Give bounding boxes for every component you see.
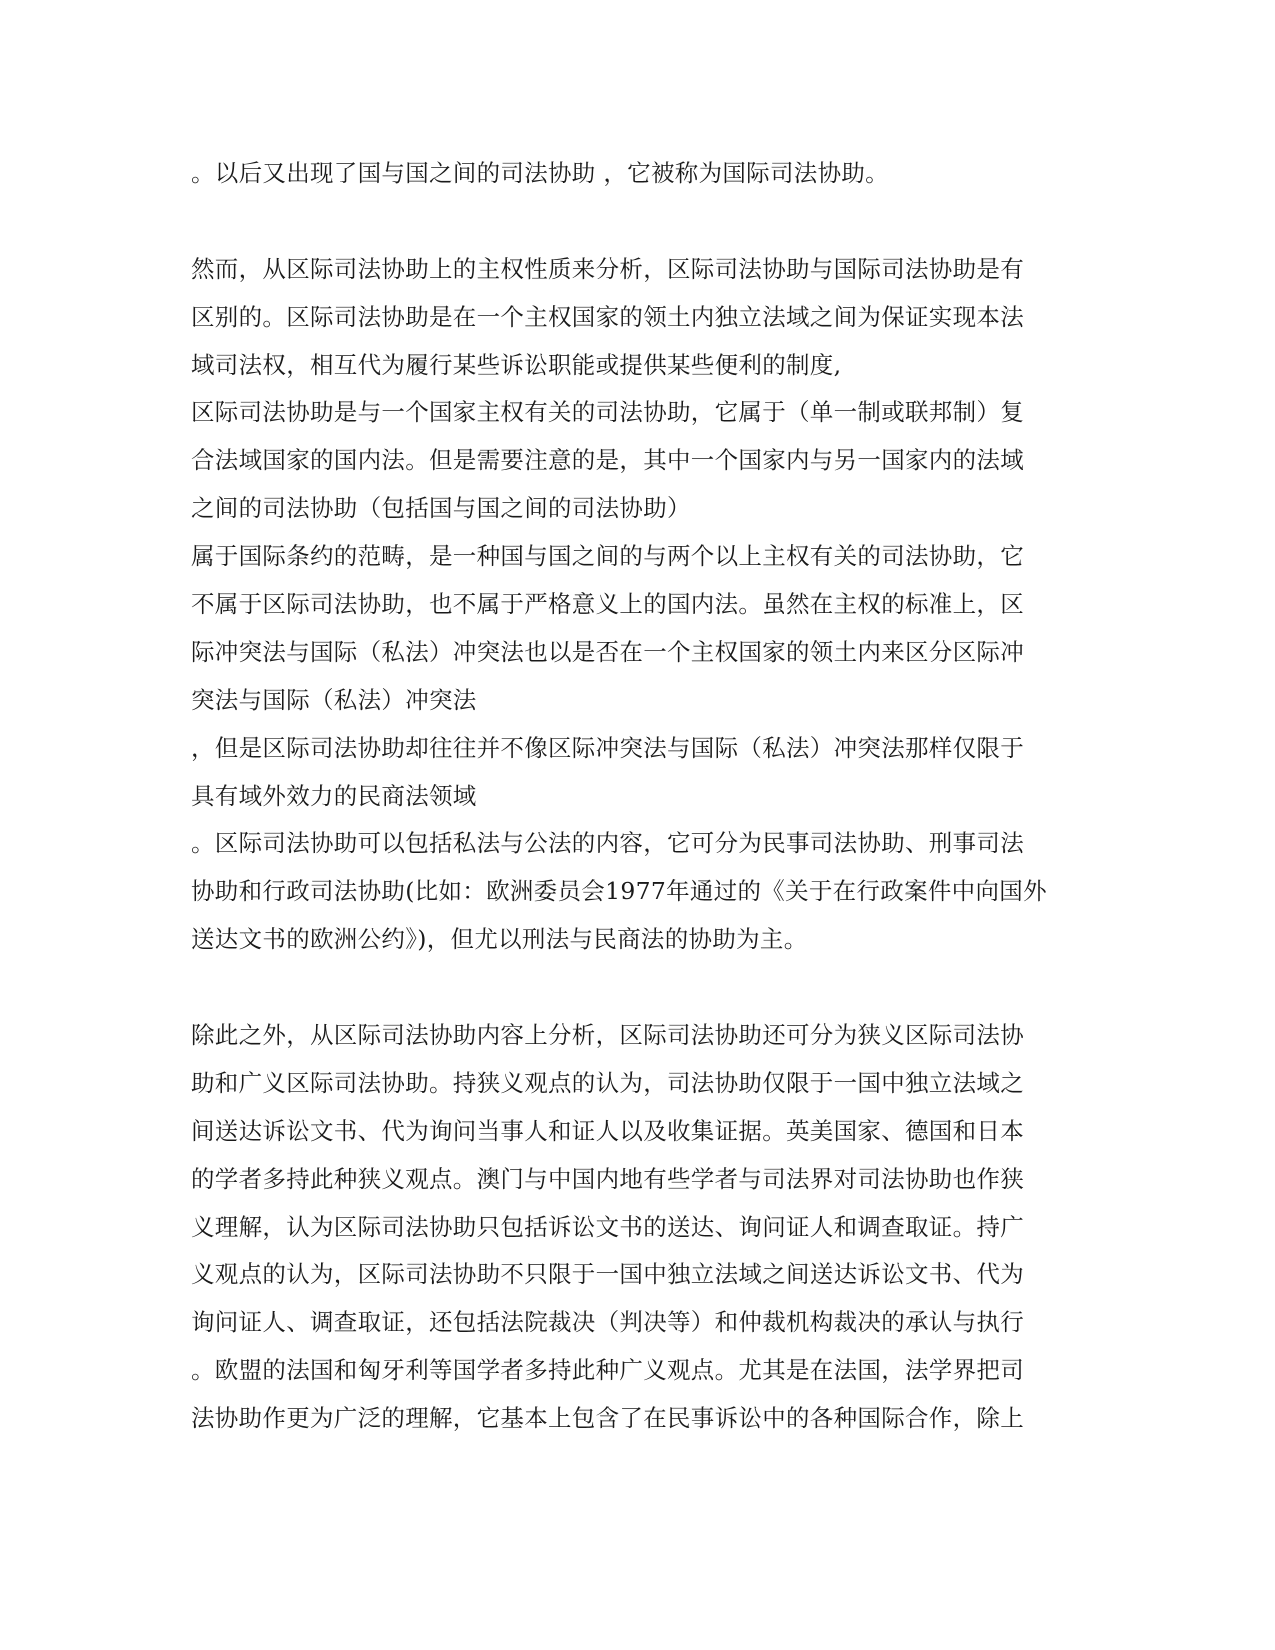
text-line: 的学者多持此种狭义观点。澳门与中国内地有些学者与司法界对司法协助也作狭 bbox=[191, 1164, 1024, 1193]
text-line: 然而，从区际司法协助上的主权性质来分析，区际司法协助与国际司法协助是有 bbox=[191, 254, 1024, 283]
text-line: 。欧盟的法国和匈牙利等国学者多持此种广义观点。尤其是在法国，法学界把司 bbox=[191, 1356, 1024, 1385]
body-text bbox=[191, 150, 1081, 1443]
text-line: 之间的司法协助（包括国与国之间的司法协助） bbox=[191, 494, 691, 523]
paragraph-gap bbox=[191, 198, 1081, 246]
paragraph-gap bbox=[191, 964, 1081, 1012]
text-line: 询问证人、调查取证，还包括法院裁决（判决等）和仲裁机构裁决的承认与执行 bbox=[191, 1308, 1024, 1337]
text-line: 助和广义区际司法协助。持狭义观点的认为，司法协助仅限于一国中独立法域之 bbox=[191, 1068, 1024, 1097]
text-line: ，但是区际司法协助却往往并不像区际冲突法与国际（私法）冲突法那样仅限于 bbox=[191, 733, 1024, 762]
text-line: 区别的。区际司法协助是在一个主权国家的领土内独立法域之间为保证实现本法 bbox=[191, 302, 1024, 331]
text-line: 突法与国际（私法）冲突法 bbox=[191, 685, 477, 714]
text-line: 送达文书的欧洲公约》)，但尤以刑法与民商法的协助为主。 bbox=[191, 925, 808, 954]
text-line: 际冲突法与国际（私法）冲突法也以是否在一个主权国家的领土内来区分区际冲 bbox=[191, 637, 1024, 666]
text-line: 法协助作更为广泛的理解，它基本上包含了在民事诉讼中的各种国际合作，除上 bbox=[191, 1404, 1024, 1433]
text-line: 属于国际条约的范畴，是一种国与国之间的与两个以上主权有关的司法协助，它 bbox=[191, 542, 1024, 571]
text-line: 除此之外，从区际司法协助内容上分析，区际司法协助还可分为狭义区际司法协 bbox=[191, 1021, 1024, 1050]
text-line: 。区际司法协助可以包括私法与公法的内容，它可分为民事司法协助、刑事司法 bbox=[191, 829, 1024, 858]
text-line: 合法域国家的国内法。但是需要注意的是，其中一个国家内与另一国家内的法域 bbox=[191, 446, 1024, 475]
text-line: 。以后又出现了国与国之间的司法协助 ，它被称为国际司法协助。 bbox=[191, 159, 889, 187]
text-line: 义理解，认为区际司法协助只包括诉讼文书的送达、询问证人和调查取证。持广 bbox=[191, 1212, 1024, 1241]
text-line: 义观点的认为，区际司法协助不只限于一国中独立法域之间送达诉讼文书、代为 bbox=[191, 1260, 1024, 1289]
text-line: 具有域外效力的民商法领域 bbox=[191, 781, 477, 810]
text-line: 间送达诉讼文书、代为询问当事人和证人以及收集证据。英美国家、德国和日本 bbox=[191, 1116, 1024, 1145]
text-line: 不属于区际司法协助，也不属于严格意义上的国内法。虽然在主权的标准上，区 bbox=[191, 590, 1024, 619]
text-line: 区际司法协助是与一个国家主权有关的司法协助，它属于（单一制或联邦制）复 bbox=[191, 398, 1024, 427]
text-line: 域司法权，相互代为履行某些诉讼职能或提供某些便利的制度, bbox=[191, 350, 842, 379]
text-line: 协助和行政司法协助(比如：欧洲委员会1977年通过的《关于在行政案件中向国外 bbox=[191, 877, 1047, 906]
